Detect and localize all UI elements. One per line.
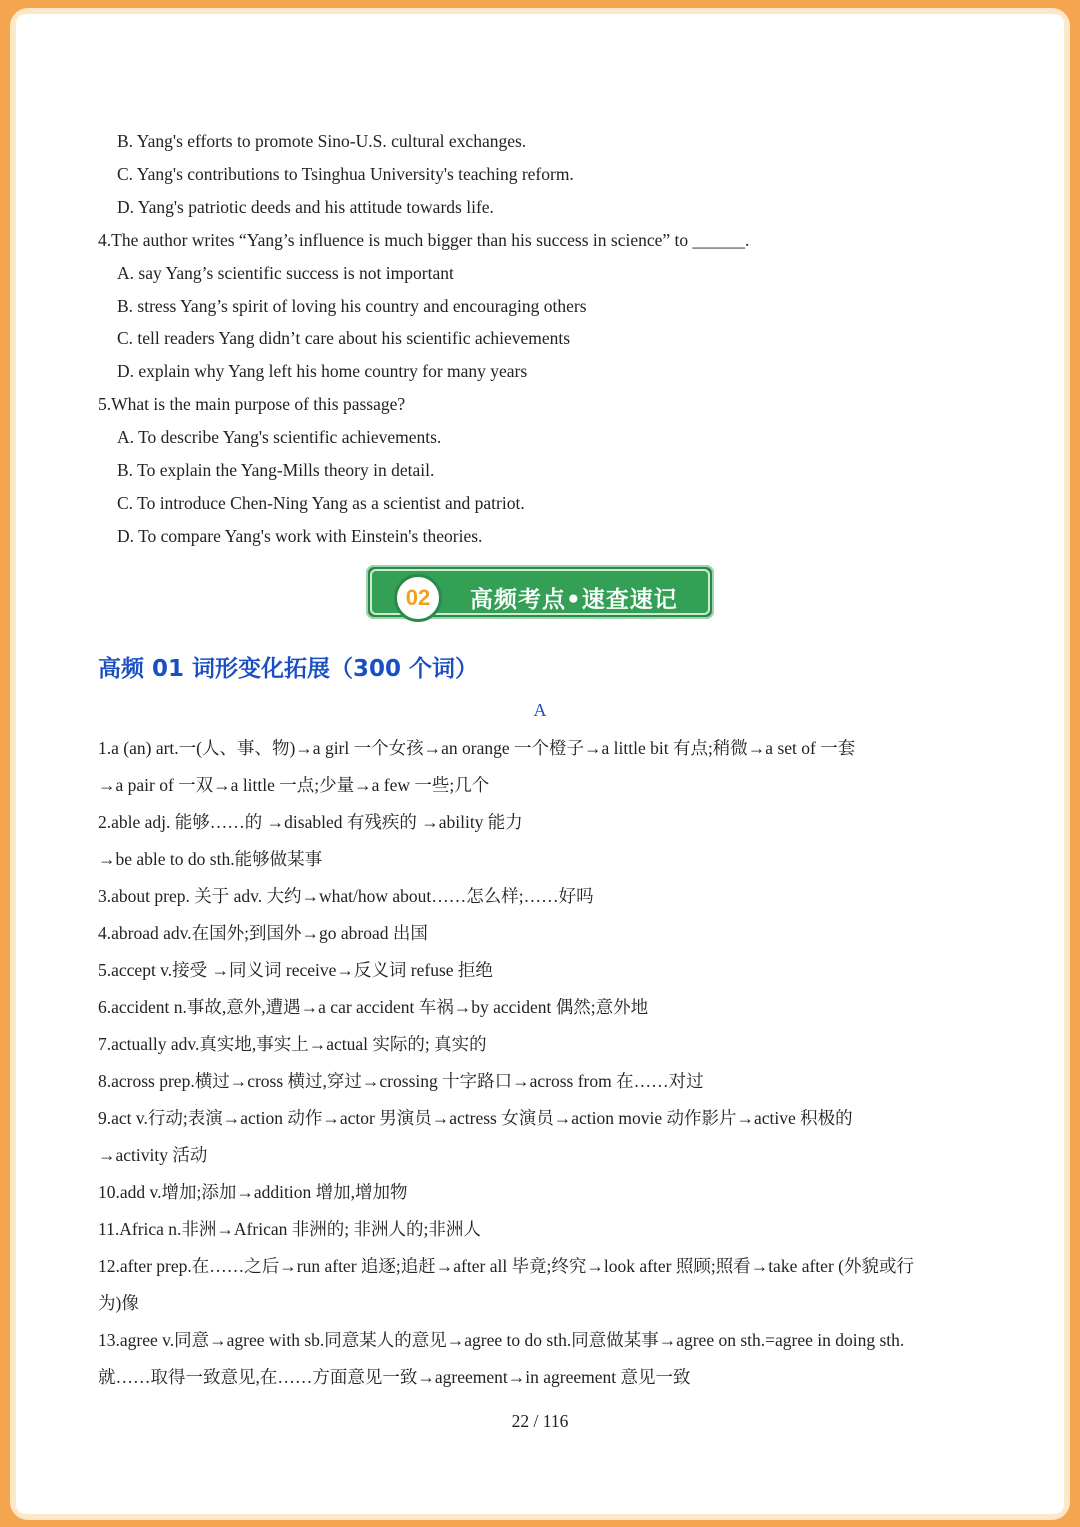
q4-option-a: A. say Yang’s scientific success is not important [117, 263, 454, 283]
q4-option-d: D. explain why Yang left his home country for many years [117, 361, 528, 381]
vocab-line: 1.a (an) art.一(人、事、物)→a girl 一个女孩→an orange 一个橙子→a little bit 有点;稍微→a set of 一套 [98, 738, 856, 758]
q4-option-c: C. tell readers Yang didn’t care about his scientific achievements [117, 328, 571, 348]
section-badge-inner [370, 569, 710, 615]
vocab-line: 9.act v.行动;表演→action 动作→actor 男演员→actress 女演员→action movie 动作影片→active 积极的 [98, 1108, 853, 1128]
vocab-line: →activity 活动 [98, 1145, 208, 1165]
q3-option-b: B. Yang's efforts to promote Sino-U.S. cultural exchanges. [117, 131, 527, 151]
vocab-line: 就……取得一致意见,在……方面意见一致→agreement→in agreement 意见一致 [98, 1367, 691, 1387]
vocab-line: →be able to do sth.能够做某事 [98, 849, 323, 869]
vocab-line: 3.about prep. 关于 adv. 大约→what/how about……怎么样;……好吗 [98, 886, 594, 906]
vocab-line: 4.abroad adv.在国外;到国外→go abroad 出国 [98, 923, 428, 943]
q5-stem: 5.What is the main purpose of this passage? [98, 394, 406, 414]
vocab-line: 为)像 [98, 1293, 139, 1313]
vocab-line: 12.after prep.在……之后→run after 追逐;追赶→after all 毕竟;终究→look after 照顾;照看→take after (外貌或行 [98, 1256, 914, 1276]
page-number: 22 / 116 [511, 1411, 569, 1431]
alphabet-letter: A [533, 700, 547, 720]
q3-option-d: D. Yang's patriotic deeds and his attitude towards life. [117, 197, 494, 217]
section-badge-title: 高频考点•速查速记 [470, 587, 678, 613]
q5-option-d: D. To compare Yang's work with Einstein's theories. [117, 526, 483, 546]
q3-option-c: C. Yang's contributions to Tsinghua University's teaching reform. [117, 164, 574, 184]
vocab-line: 7.actually adv.真实地,事实上→actual 实际的; 真实的 [98, 1034, 487, 1054]
vocab-line: 8.across prep.横过→cross 横过,穿过→crossing 十字路口→across from 在……对过 [98, 1071, 704, 1091]
section-heading: 高频 01 词形变化拓展（300 个词） [98, 656, 479, 682]
vocab-line: →a pair of 一双→a little 一点;少量→a few 一些;几个 [98, 775, 490, 795]
vocab-line: 13.agree v.同意→agree with sb.同意某人的意见→agree to do sth.同意做某事→agree on sth.=agree in doing sth. [98, 1330, 905, 1350]
q4-stem: 4.The author writes “Yang’s influence is much bigger than his success in science” to ______. [98, 230, 750, 250]
vocab-line: 5.accept v.接受 →同义词 receive→反义词 refuse 拒绝 [98, 960, 493, 980]
vocab-line: 11.Africa n.非洲→African 非洲的; 非洲人的;非洲人 [98, 1219, 481, 1239]
vocab-line: 2.able adj. 能够……的 →disabled 有残疾的 →ability 能力 [98, 812, 523, 832]
vocab-line: 10.add v.增加;添加→addition 增加,增加物 [98, 1182, 408, 1202]
section-badge [366, 565, 714, 619]
q5-option-c: C. To introduce Chen-Ning Yang as a scientist and patriot. [117, 493, 525, 513]
q5-option-a: A. To describe Yang's scientific achievements. [117, 427, 442, 447]
section-badge-number: 02 [394, 574, 442, 622]
vocab-line: 6.accident n.事故,意外,遭遇→a car accident 车祸→by accident 偶然;意外地 [98, 997, 649, 1017]
q4-option-b: B. stress Yang’s spirit of loving his country and encouraging others [117, 296, 587, 316]
q5-option-b: B. To explain the Yang-Mills theory in detail. [117, 460, 435, 480]
